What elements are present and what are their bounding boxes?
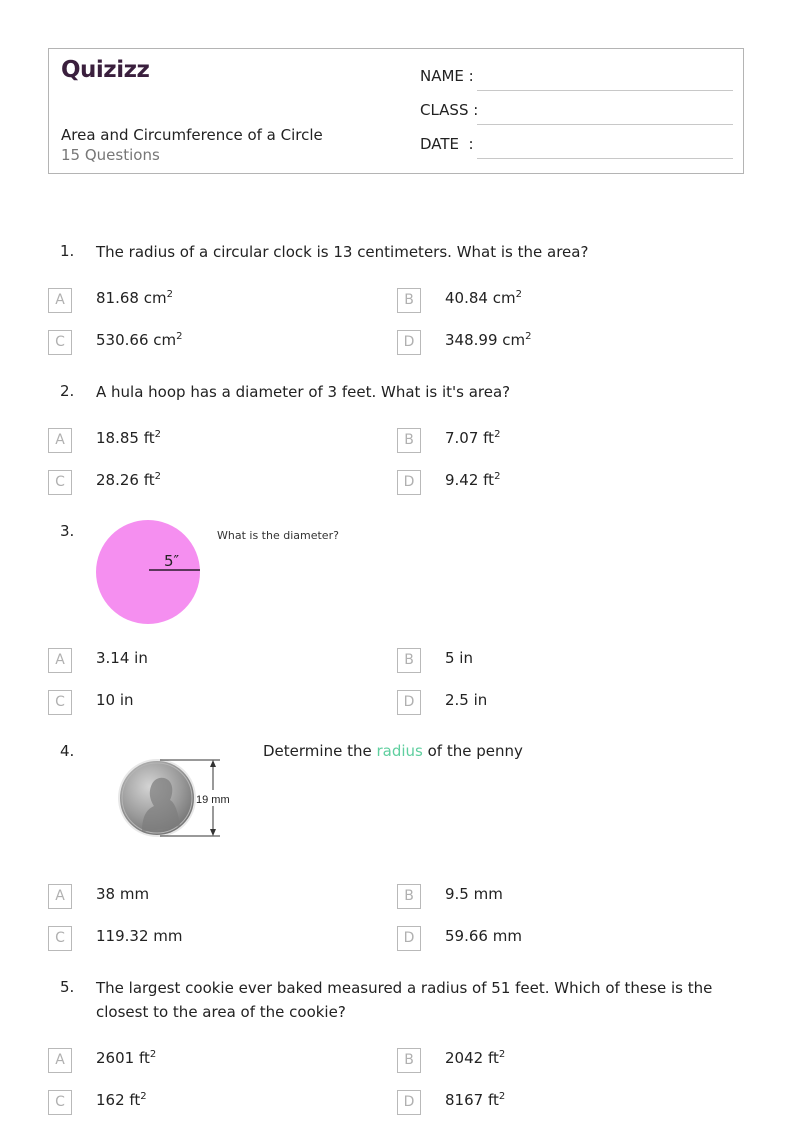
question-number: 2. <box>60 382 75 400</box>
question-text: A hula hoop has a diameter of 3 feet. What is it's area? <box>96 383 511 401</box>
option-value: 8167 ft <box>445 1091 499 1109</box>
date-field[interactable] <box>420 135 733 159</box>
question-count: 15 Questions <box>61 146 160 164</box>
worksheet-title: Area and Circumference of a Circle <box>61 126 323 144</box>
radius-label: 5″ <box>164 552 180 570</box>
superscript: 2 <box>494 429 501 440</box>
option-letter: B <box>397 884 421 909</box>
superscript: 2 <box>149 1049 157 1060</box>
highlighted-word: radius <box>376 742 423 760</box>
superscript: 2 <box>525 331 532 342</box>
option-value: 9.42 ft <box>445 471 495 489</box>
option-letter: B <box>397 648 421 673</box>
option-letter: A <box>48 1048 72 1073</box>
option-value: 18.85 ft <box>96 429 155 447</box>
diameter-label: 19 mm <box>196 794 230 806</box>
question-text: The largest cookie ever baked measured a radius of 51 feet. Which of these is the closest to the area of the cookie? <box>96 979 713 1021</box>
circle-diagram-image <box>94 518 204 626</box>
class-line[interactable] <box>477 124 733 125</box>
option-value: 10 in <box>96 691 134 709</box>
option-letter: C <box>48 690 72 715</box>
date-line[interactable] <box>477 158 733 159</box>
option-letter: C <box>48 330 72 355</box>
superscript: 2 <box>498 1049 506 1060</box>
penny-diagram-image <box>112 754 242 842</box>
option-value: 38 mm <box>96 885 150 903</box>
question-text: What is the diameter? <box>217 529 339 542</box>
option-value: 2042 ft <box>445 1049 499 1067</box>
question-text <box>263 742 523 760</box>
option-value: 3.14 in <box>96 649 148 667</box>
worksheet-header <box>48 48 744 174</box>
question-number: 3. <box>60 522 75 540</box>
option-value: 2601 ft <box>96 1049 150 1067</box>
superscript: 2 <box>154 471 161 482</box>
option-value: 7.07 ft <box>445 429 495 447</box>
option-value: 81.68 cm <box>96 289 167 307</box>
option-letter: B <box>397 288 421 313</box>
question-text: The radius of a circular clock is 13 centimeters. What is the area? <box>96 243 589 261</box>
superscript: 2 <box>176 331 183 342</box>
option-letter: C <box>48 470 72 495</box>
option-value: 348.99 cm <box>445 331 526 349</box>
option-letter: A <box>48 428 72 453</box>
option-letter: A <box>48 884 72 909</box>
question-number: 1. <box>60 242 75 260</box>
option-value: 162 ft <box>96 1091 141 1109</box>
question-number: 5. <box>60 978 75 996</box>
question-text-after: of the penny <box>422 742 523 760</box>
name-line[interactable] <box>477 90 733 91</box>
option-letter: B <box>397 1048 421 1073</box>
option-letter: B <box>397 428 421 453</box>
quizizz-logo: Quizizz <box>61 57 150 83</box>
option-value: 5 in <box>445 649 473 667</box>
name-field[interactable] <box>420 67 733 91</box>
option-letter: C <box>48 926 72 951</box>
option-letter: D <box>397 1090 421 1115</box>
superscript: 2 <box>140 1091 147 1102</box>
option-letter: A <box>48 648 72 673</box>
option-value: 2.5 in <box>445 691 488 709</box>
superscript: 2 <box>494 471 501 482</box>
option-value: 9.5 mm <box>445 885 503 903</box>
superscript: 2 <box>154 429 161 440</box>
option-letter: D <box>397 470 421 495</box>
option-value: 119.32 mm <box>96 927 183 945</box>
superscript: 2 <box>498 1091 506 1102</box>
option-letter: D <box>397 926 421 951</box>
option-letter: A <box>48 288 72 313</box>
option-letter: D <box>397 690 421 715</box>
superscript: 2 <box>166 289 173 300</box>
option-value: 28.26 ft <box>96 471 155 489</box>
class-field[interactable] <box>420 101 733 125</box>
date-label: DATE : <box>420 135 474 153</box>
question-number: 4. <box>60 742 75 760</box>
option-letter: D <box>397 330 421 355</box>
class-label: CLASS : <box>420 101 479 119</box>
superscript: 2 <box>515 289 522 300</box>
name-label: NAME : <box>420 67 474 85</box>
question-text-before: Determine the <box>263 742 377 760</box>
option-value: 59.66 mm <box>445 927 522 945</box>
option-value: 40.84 cm <box>445 289 516 307</box>
option-value: 530.66 cm <box>96 331 177 349</box>
option-letter: C <box>48 1090 72 1115</box>
